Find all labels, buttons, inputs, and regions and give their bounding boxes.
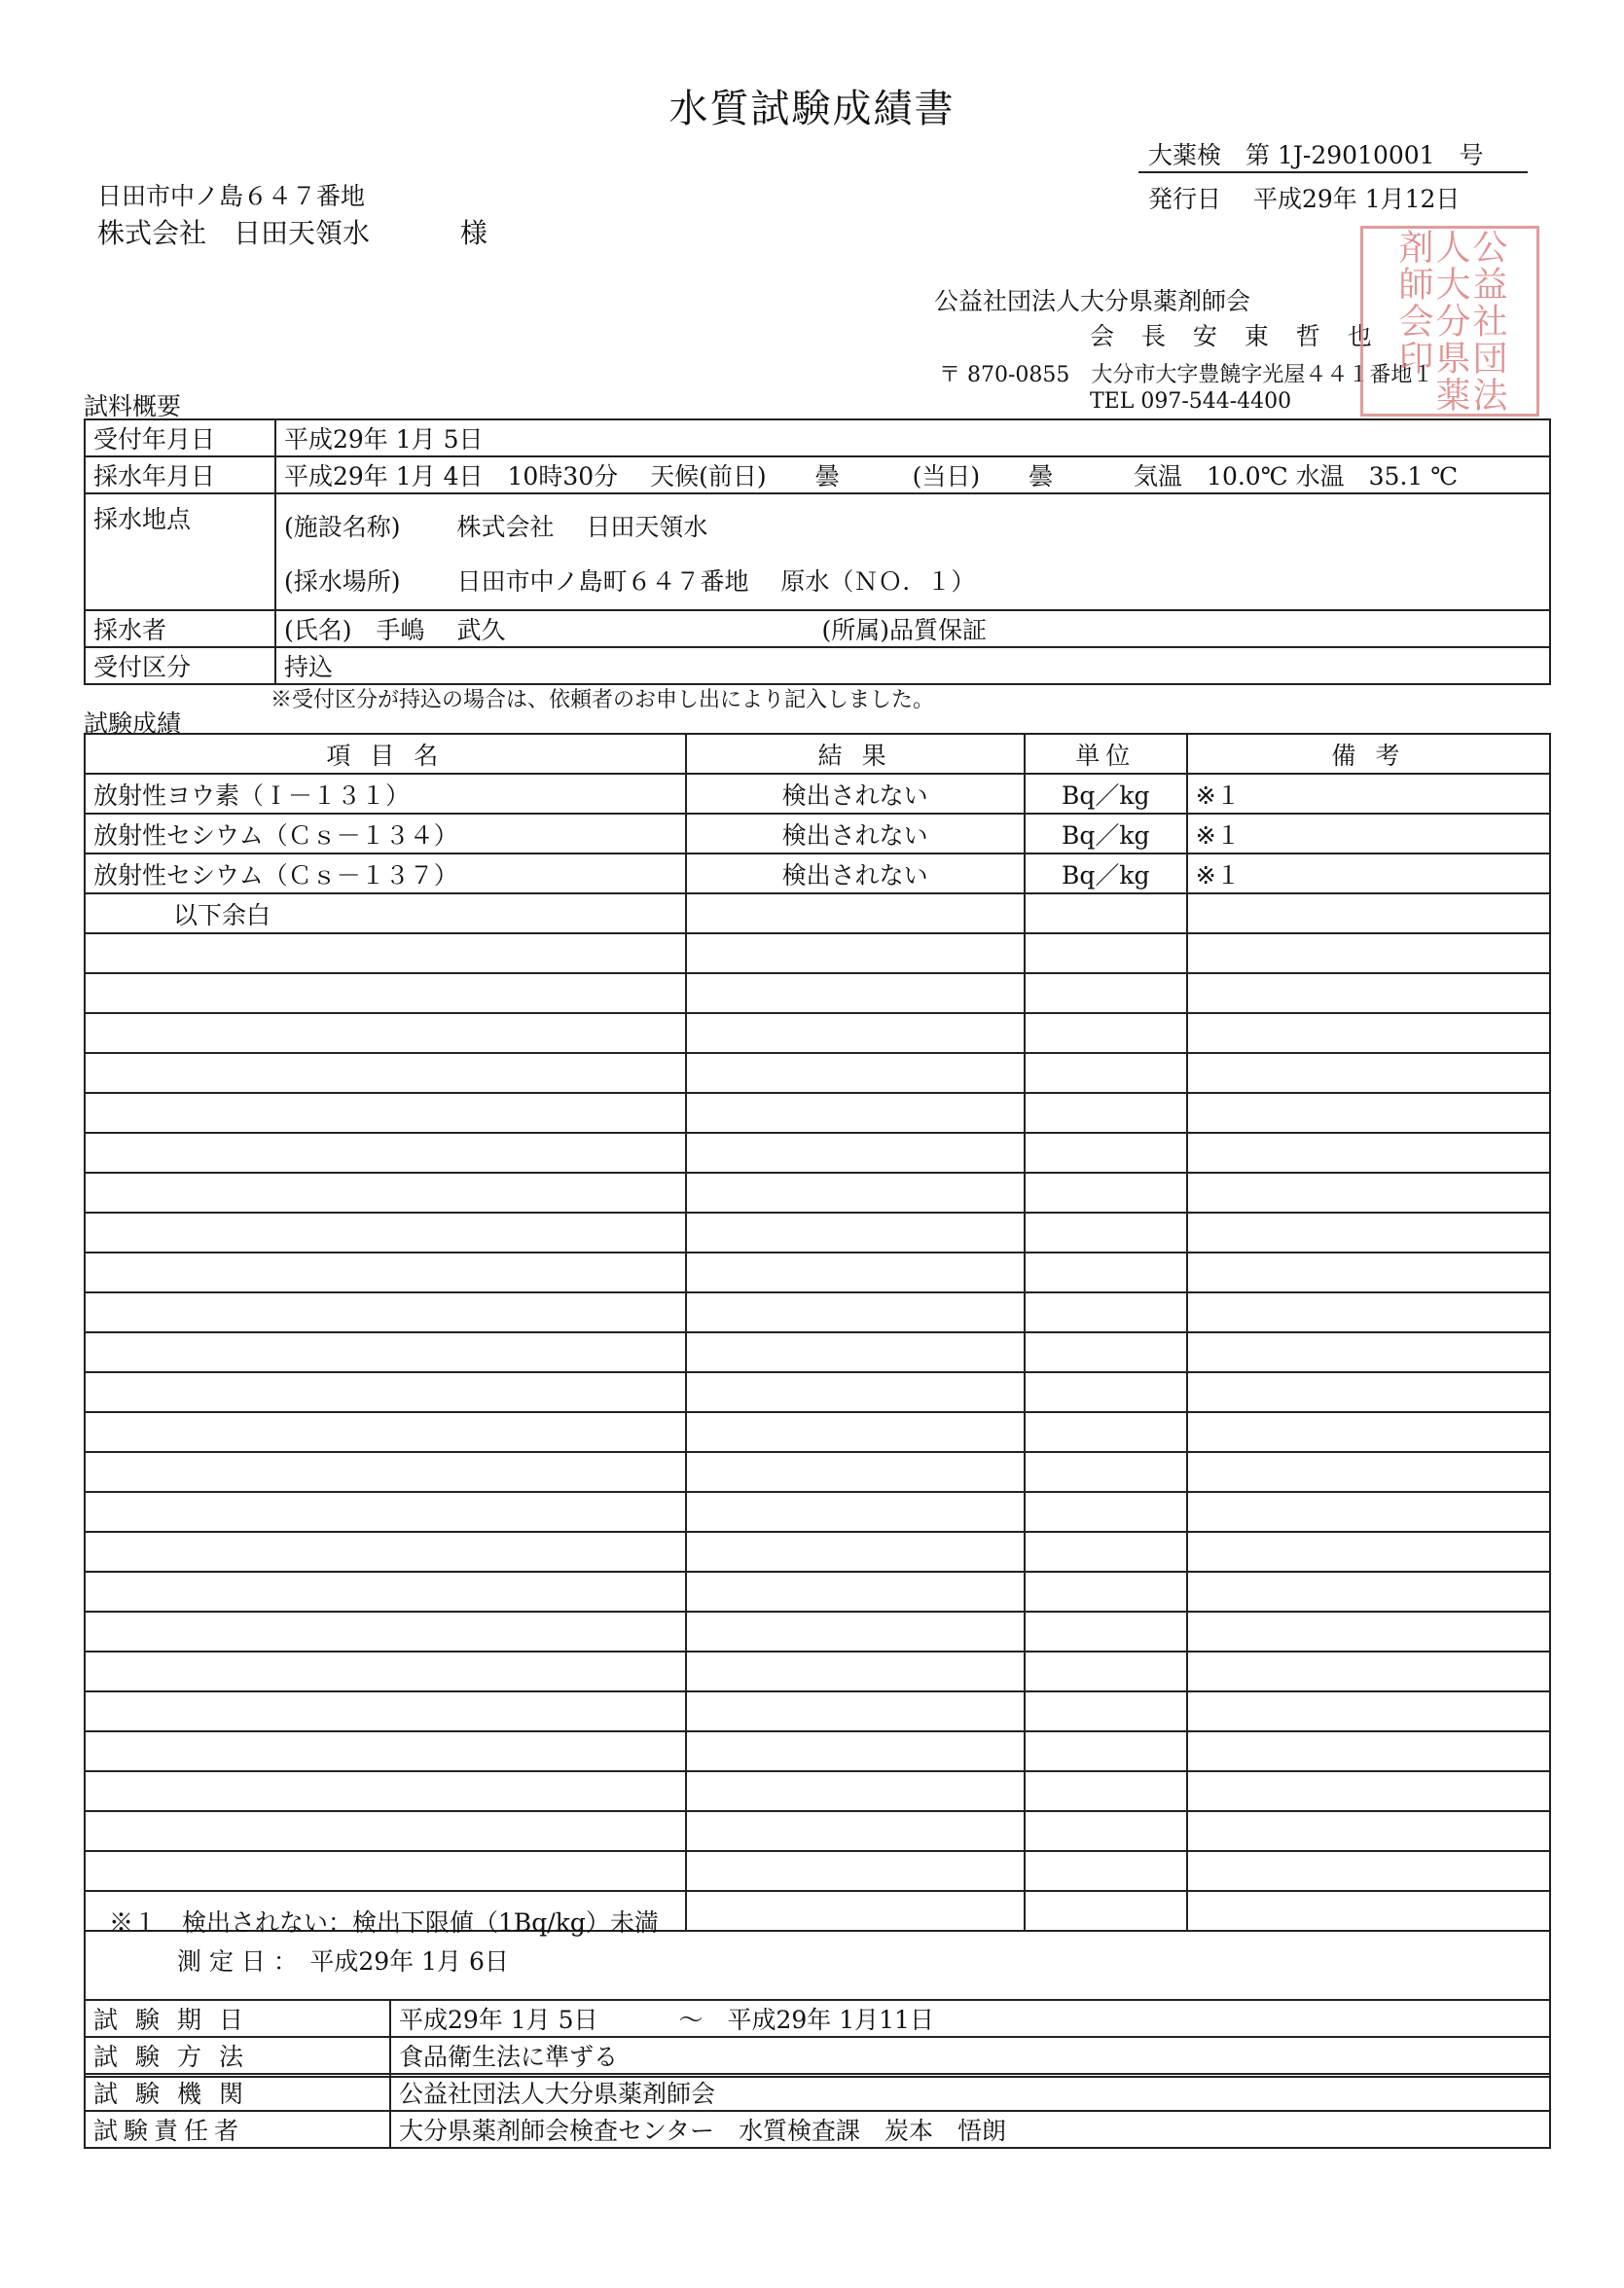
test-method-label: 試験方法 <box>85 2037 390 2074</box>
blank-cell <box>1025 1731 1187 1771</box>
blank-row <box>85 933 1550 973</box>
blank-cell <box>686 1572 1025 1612</box>
blank-cell <box>686 893 1025 933</box>
blank-cell <box>85 1372 686 1412</box>
blank-cell <box>1187 1013 1550 1053</box>
test-period-value: 平成29年 1月 5日 ～ 平成29年 1月11日 <box>390 2000 1550 2037</box>
blank-cell <box>1187 1652 1550 1691</box>
blank-cell <box>1025 1532 1187 1572</box>
blank-cell <box>1187 1332 1550 1372</box>
blank-row <box>85 1691 1550 1731</box>
blank-cell <box>1025 1771 1187 1811</box>
results-header-cell: 単位 <box>1025 734 1187 774</box>
blank-cell <box>1187 1173 1550 1213</box>
blank-cell <box>1025 1572 1187 1612</box>
received-value: 平成29年 1月 5日 <box>275 419 1550 456</box>
blank-cell <box>85 1612 686 1652</box>
category-note: ※受付区分が持込の場合は、依頼者のお申し出により記入しました。 <box>271 688 935 712</box>
blank-cell <box>85 1532 686 1572</box>
blank-cell <box>686 1612 1025 1652</box>
blank-cell <box>1187 973 1550 1013</box>
sample-row-sampled <box>85 456 1550 493</box>
blank-cell <box>1025 1691 1187 1731</box>
test-agency-row <box>85 2074 1550 2111</box>
test-agency-value: 公益社団法人大分県薬剤師会 <box>390 2074 1550 2111</box>
sampled-value: 平成29年 1月 4日 10時30分 天候(前日) 曇 (当日) 曇 気温 10.0℃ 水温 35.1 ℃ <box>275 456 1550 493</box>
blank-row <box>85 1572 1550 1612</box>
blank-cell <box>85 1811 686 1851</box>
blank-cell <box>1187 1053 1550 1093</box>
blank-cell <box>686 1492 1025 1532</box>
blank-cell <box>686 1691 1025 1731</box>
blank-cell <box>686 1332 1025 1372</box>
blank-row <box>85 1013 1550 1053</box>
blank-cell <box>1025 1213 1187 1253</box>
blank-cell <box>1187 1452 1550 1492</box>
test-method-row <box>85 2037 1550 2074</box>
blank-cell <box>1187 1771 1550 1811</box>
blank-row <box>85 1652 1550 1691</box>
blank-cell <box>686 973 1025 1013</box>
results-header-cell: 項 目 名 <box>85 734 686 774</box>
blank-cell <box>686 933 1025 973</box>
results-unit-cell: Bq／kg <box>1025 774 1187 814</box>
blank-cell <box>1187 933 1550 973</box>
blank-cell <box>1187 1213 1550 1253</box>
blank-row <box>85 1053 1550 1093</box>
end-marker: 以下余白 <box>85 893 686 933</box>
blank-cell <box>1187 1612 1550 1652</box>
blank-row <box>85 1452 1550 1492</box>
blank-cell <box>1025 893 1187 933</box>
document-number: 大薬検 第 1J-29010001 号 <box>1148 141 1484 169</box>
blank-cell <box>1025 1612 1187 1652</box>
sampling-place: (採水場所) 日田市中ノ島町６４７番地 原水（ＮＯ．１） <box>284 567 976 596</box>
blank-row <box>85 1292 1550 1332</box>
blank-cell <box>1187 1572 1550 1612</box>
blank-cell <box>686 1213 1025 1253</box>
blank-cell <box>85 1292 686 1332</box>
blank-cell <box>686 1173 1025 1213</box>
blank-cell <box>1187 1412 1550 1452</box>
received-label: 受付年月日 <box>85 419 275 456</box>
results-item-cell: 放射性セシウム（Ｃｓ－１３４） <box>85 814 686 853</box>
blank-cell <box>1025 973 1187 1013</box>
sample-table <box>84 418 1551 685</box>
test-responsible-row <box>85 2111 1550 2148</box>
sample-row-received <box>85 419 1550 456</box>
blank-row <box>85 1532 1550 1572</box>
blank-row <box>85 1492 1550 1532</box>
blank-cell <box>1025 1492 1187 1532</box>
blank-cell <box>85 1731 686 1771</box>
blank-row <box>85 1771 1550 1811</box>
sample-section-label: 試料概要 <box>84 392 182 420</box>
location-label: 採水地点 <box>85 493 275 610</box>
test-period-label: 試験期日 <box>85 2000 390 2037</box>
footnote-line-1: ※１ 検出されない：検出下限値（1Bq/kg）未満 <box>109 1908 659 1937</box>
test-responsible-label: 試験責任者 <box>85 2111 390 2148</box>
blank-cell <box>1025 1412 1187 1452</box>
blank-row <box>85 1332 1550 1372</box>
blank-cell <box>1025 1652 1187 1691</box>
blank-cell <box>1025 933 1187 973</box>
results-note-cell: ※１ <box>1187 814 1550 853</box>
results-item-cell: 放射性ヨウ素（Ｉ－１３１） <box>85 774 686 814</box>
blank-cell <box>686 1652 1025 1691</box>
blank-row <box>85 1253 1550 1292</box>
category-label: 受付区分 <box>85 647 275 684</box>
blank-cell <box>686 1532 1025 1572</box>
blank-cell <box>85 1452 686 1492</box>
blank-row <box>85 973 1550 1013</box>
blank-cell <box>686 1412 1025 1452</box>
blank-cell <box>686 1053 1025 1093</box>
sample-row-location <box>85 493 1550 610</box>
blank-cell <box>1187 1292 1550 1332</box>
blank-cell <box>85 1572 686 1612</box>
blank-cell <box>1025 1292 1187 1332</box>
test-period-row <box>85 2000 1550 2037</box>
issuer-tel: TEL 097-544-4400 <box>1090 389 1292 414</box>
sample-row-category <box>85 647 1550 684</box>
blank-cell <box>1025 1093 1187 1133</box>
doc-number-underline <box>1138 171 1528 173</box>
sampler-label: 採水者 <box>85 610 275 647</box>
blank-cell <box>85 1173 686 1213</box>
blank-cell <box>85 1492 686 1532</box>
blank-cell <box>1025 1173 1187 1213</box>
blank-cell <box>1187 1731 1550 1771</box>
blank-row <box>85 1133 1550 1173</box>
blank-cell <box>1025 1332 1187 1372</box>
blank-cell <box>1187 1811 1550 1851</box>
blank-cell <box>85 1652 686 1691</box>
blank-row <box>85 1173 1550 1213</box>
blank-cell <box>1025 1811 1187 1851</box>
blank-row <box>85 1811 1550 1851</box>
blank-row <box>85 1213 1550 1253</box>
blank-row <box>85 1612 1550 1652</box>
blank-cell <box>1025 1372 1187 1412</box>
blank-cell <box>1025 1452 1187 1492</box>
results-row <box>85 893 1550 933</box>
results-unit-cell: Bq／kg <box>1025 814 1187 853</box>
blank-cell <box>85 1691 686 1731</box>
blank-cell <box>85 1053 686 1093</box>
blank-cell <box>85 973 686 1013</box>
blank-cell <box>85 1213 686 1253</box>
blank-cell <box>85 1013 686 1053</box>
blank-cell <box>85 1412 686 1452</box>
blank-cell <box>686 1013 1025 1053</box>
blank-cell <box>85 1253 686 1292</box>
blank-cell <box>1187 1372 1550 1412</box>
results-header-cell: 結 果 <box>686 734 1025 774</box>
results-header-cell: 備 考 <box>1187 734 1550 774</box>
blank-cell <box>85 1332 686 1372</box>
blank-row <box>85 1731 1550 1771</box>
blank-cell <box>1025 1253 1187 1292</box>
blank-cell <box>686 1253 1025 1292</box>
sampler-value: (氏名) 手嶋 武久 (所属)品質保証 <box>275 610 1550 647</box>
results-row <box>85 814 1550 853</box>
blank-cell <box>85 933 686 973</box>
issuer-org: 公益社団法人大分県薬剤師会 <box>934 287 1251 315</box>
issue-date: 発行日 平成29年 1月12日 <box>1148 185 1461 213</box>
issuer-president: 会 長 安 東 哲 也 <box>1090 322 1382 350</box>
recipient-name: 株式会社 日田天領水 様 <box>97 217 487 249</box>
results-result-cell: 検出されない <box>686 814 1025 853</box>
blank-cell <box>686 1093 1025 1133</box>
results-row <box>85 774 1550 814</box>
sampled-label: 採水年月日 <box>85 456 275 493</box>
blank-row <box>85 1093 1550 1133</box>
blank-cell <box>1187 1532 1550 1572</box>
blank-cell <box>1187 1133 1550 1173</box>
blank-cell <box>1187 1492 1550 1532</box>
results-header-row <box>85 734 1550 774</box>
blank-cell <box>686 1133 1025 1173</box>
blank-cell <box>1025 1053 1187 1093</box>
test-agency-label: 試験機関 <box>85 2074 390 2111</box>
test-responsible-value: 大分県薬剤師会検査センター 水質検査課 炭本 悟朗 <box>390 2111 1550 2148</box>
results-note-cell: ※１ <box>1187 853 1550 893</box>
blank-row <box>85 1412 1550 1452</box>
blank-cell <box>1187 1253 1550 1292</box>
blank-cell <box>85 1093 686 1133</box>
category-value: 持込 <box>275 647 1550 684</box>
blank-cell <box>1187 1093 1550 1133</box>
results-item-cell: 放射性セシウム（Ｃｓ－１３７） <box>85 853 686 893</box>
facility-name: (施設名称) 株式会社 日田天領水 <box>284 513 708 541</box>
blank-cell <box>686 1292 1025 1332</box>
results-note-cell: ※１ <box>1187 774 1550 814</box>
recipient-address: 日田市中ノ島６４７番地 <box>97 182 366 210</box>
results-unit-cell: Bq／kg <box>1025 853 1187 893</box>
results-table <box>84 733 1551 1932</box>
blank-cell <box>686 1372 1025 1412</box>
results-section-label: 試験成績 <box>84 709 182 738</box>
blank-cell <box>686 1452 1025 1492</box>
test-info-table <box>84 1999 1551 2149</box>
results-result-cell: 検出されない <box>686 774 1025 814</box>
results-result-cell: 検出されない <box>686 853 1025 893</box>
blank-cell <box>686 1731 1025 1771</box>
issuer-address: 〒 870-0855 大分市大字豊饒字光屋４４１番地１ <box>939 363 1434 387</box>
blank-cell <box>1187 893 1550 933</box>
official-seal-stamp: 公益社団法人大分県薬剤師会印 <box>1360 226 1539 417</box>
blank-cell <box>85 1133 686 1173</box>
blank-cell <box>686 1811 1025 1851</box>
blank-cell <box>1025 1133 1187 1173</box>
blank-cell <box>1187 1691 1550 1731</box>
sample-row-sampler <box>85 610 1550 647</box>
results-row <box>85 853 1550 893</box>
blank-cell <box>1025 1013 1187 1053</box>
blank-cell <box>85 1771 686 1811</box>
footnote-line-2: 測 定 日 ： 平成29年 1月 6日 <box>177 1947 509 1976</box>
blank-cell <box>686 1771 1025 1811</box>
test-method-value: 食品衛生法に準ずる <box>390 2037 1550 2074</box>
document-title: 水質試験成績書 <box>668 87 956 131</box>
blank-row <box>85 1372 1550 1412</box>
